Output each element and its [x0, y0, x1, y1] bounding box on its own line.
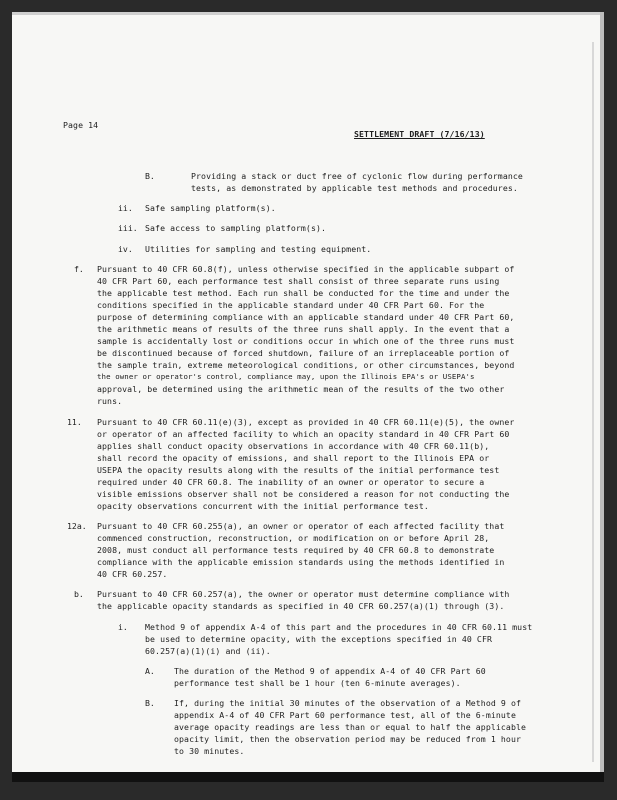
draft-label: SETTLEMENT DRAFT (7/16/13) — [354, 129, 485, 139]
text-line: The duration of the Method 9 of appendix A-4 of 40 CFR Part 60 — [174, 666, 486, 676]
text-line: shall record the opacity of emissions, and shall report to the Illinois EPA or — [97, 453, 490, 463]
item-label: A. — [145, 666, 155, 676]
text-line: Providing a stack or duct free of cyclonic flow during performance — [191, 171, 523, 181]
text-line: the applicable test method. Each run shall be conducted for the time and under the — [97, 288, 510, 298]
text-line: visible emissions observer shall not be considered a reason for not conducting the — [97, 489, 510, 499]
scan-edge-right — [600, 12, 604, 782]
text-line: Pursuant to 40 CFR 60.257(a), the owner or operator must determine compliance with — [97, 589, 510, 599]
text-line: be used to determine opacity, with the exceptions specified in 40 CFR — [145, 634, 493, 644]
text-line: to 30 minutes. — [174, 746, 245, 756]
text-line: Pursuant to 40 CFR 60.255(a), an owner or operator of each affected facility that — [97, 521, 505, 531]
text-line: approval, be determined using the arithmetic mean of the results of the two other — [97, 384, 505, 394]
text-line: tests, as demonstrated by applicable test methods and procedures. — [191, 183, 518, 193]
text-line: 40 CFR Part 60, each performance test shall consist of three separate runs using — [97, 276, 500, 286]
item-label: 12a. — [67, 521, 87, 531]
text-line: sample is accidentally lost or conditions occur in which one of the three runs must — [97, 336, 515, 346]
text-line: be discontinued because of forced shutdown, failure of an irreplaceable portion of — [97, 348, 510, 358]
text-line: commenced construction, reconstruction, or modification on or before April 28, — [97, 533, 490, 543]
item-label: B. — [145, 171, 155, 181]
text-line: average opacity readings are less than or equal to half the applicable — [174, 722, 527, 732]
text-line: 60.257(a)(1)(i) and (ii). — [145, 646, 271, 656]
item-label: ii. — [118, 203, 133, 213]
text-line: USEPA the opacity results along with the results of the initial performance test — [97, 465, 500, 475]
text-line: applies shall conduct opacity observations in accordance with 40 CFR 60.11(b), — [97, 441, 490, 451]
text-line: the sample train, extreme meteorological conditions, or other circumstances, beyond — [97, 360, 515, 370]
item-label: f. — [74, 264, 84, 274]
page-number: Page 14 — [63, 120, 99, 130]
text-line: Pursuant to 40 CFR 60.8(f), unless otherwise specified in the applicable subpart of — [97, 264, 515, 274]
item-label: i. — [118, 622, 128, 632]
text-line: or operator of an affected facility to which an opacity standard in 40 CFR Part 60 — [97, 429, 510, 439]
scan-line-right — [592, 42, 594, 762]
item-label: iii. — [118, 223, 138, 233]
text-line: If, during the initial 30 minutes of the observation of a Method 9 of — [174, 698, 522, 708]
text-line: Safe sampling platform(s). — [145, 203, 276, 213]
text-line: required under 40 CFR 60.8. The inability of an owner or operator to secure a — [97, 477, 485, 487]
text-line: purpose of determining compliance with an applicable standard under 40 CFR Part 60, — [97, 312, 515, 322]
text-line: runs. — [97, 396, 123, 406]
item-label: 11. — [67, 417, 82, 427]
item-label: b. — [74, 589, 84, 599]
text-line: Utilities for sampling and testing equipment. — [145, 244, 372, 254]
scan-bar-bottom — [12, 772, 604, 782]
text-line: appendix A-4 of 40 CFR Part 60 performance test, all of the 6-minute — [174, 710, 516, 720]
text-line: the applicable opacity standards as specified in 40 CFR 60.257(a)(1) through (3). — [97, 601, 505, 611]
text-line: conditions specified in the applicable standard under 40 CFR Part 60. For the — [97, 300, 485, 310]
text-line: Pursuant to 40 CFR 60.11(e)(3), except as provided in 40 CFR 60.11(e)(5), the owner — [97, 417, 515, 427]
text-line: 2008, must conduct all performance tests required by 40 CFR 60.8 to demonstrate — [97, 545, 495, 555]
text-line: the owner or operator's control, compliance may, upon the Illinois EPA's or USEPA's — [97, 372, 475, 381]
text-line: Safe access to sampling platform(s). — [145, 223, 327, 233]
item-label: iv. — [118, 244, 133, 254]
document-page — [12, 12, 604, 782]
text-line: performance test shall be 1 hour (ten 6-minute averages). — [174, 678, 461, 688]
item-label: B. — [145, 698, 155, 708]
text-line: opacity observations concurrent with the initial performance test. — [97, 501, 429, 511]
text-line: Method 9 of appendix A-4 of this part and the procedures in 40 CFR 60.11 must — [145, 622, 533, 632]
text-line: opacity limit, then the observation period may be reduced from 1 hour — [174, 734, 522, 744]
text-line: 40 CFR 60.257. — [97, 569, 168, 579]
scan-edge-top — [12, 12, 604, 15]
text-line: the arithmetic means of results of the three runs shall apply. In the event that a — [97, 324, 510, 334]
text-line: compliance with the applicable emission standards using the methods identified in — [97, 557, 505, 567]
